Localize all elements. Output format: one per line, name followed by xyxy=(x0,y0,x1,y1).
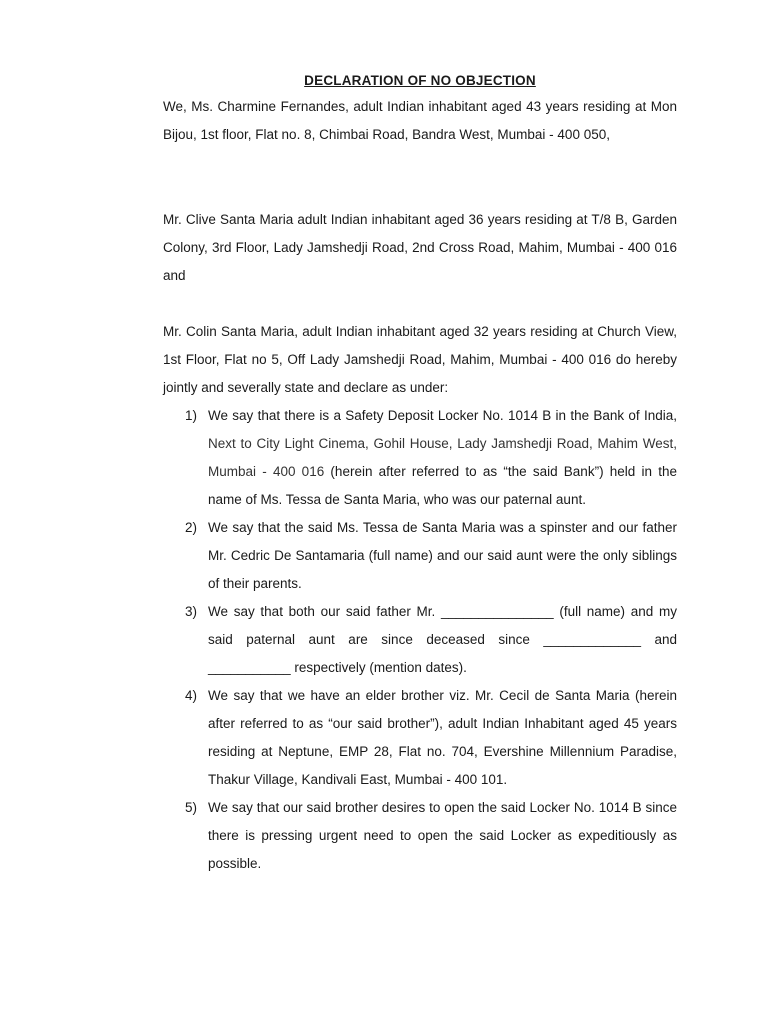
paragraph-declarant-1: We, Ms. Charmine Fernandes, adult Indian inhabitant aged 43 years residing at Mon Bijou, 1st floor, Flat no. 8, Chimbai Road, Bandra West, Mumbai - 400 050, xyxy=(163,99,677,142)
list-item-text: We say that both our said father Mr. _______________ (full name) and my said paternal aunt are since deceased since _____________ and ___________ respectively (mention dates). xyxy=(208,604,677,675)
list-item-3 xyxy=(163,598,677,682)
list-item-number: 4) xyxy=(185,688,198,703)
list-item-2 xyxy=(163,514,677,598)
list-item-number: 5) xyxy=(185,800,198,815)
list-item-text: We say that we have an elder brother viz. Mr. Cecil de Santa Maria (herein after referred to as “our said brother”), adult Indian Inhabitant aged 45 years residing at Neptune, EMP 28, Flat no. 704, Evershine Millennium Paradise, Thakur Village, Kandivali East, Mumbai - 400 101. xyxy=(208,688,677,787)
list-item-text: We say that the said Ms. Tessa de Santa Maria was a spinster and our father Mr. Cedric De Santamaria (full name) and our said aunt were the only siblings of their parents. xyxy=(208,520,677,591)
declaration-list xyxy=(163,402,677,878)
list-item-text: (herein after referred to as “the said Bank”) held in the name of Ms. Tessa de Santa Maria, who was our paternal aunt. xyxy=(208,464,678,507)
list-item-number: 3) xyxy=(185,604,198,619)
list-item-number: 1) xyxy=(185,408,198,423)
list-item-text: We say that our said brother desires to open the said Locker No. 1014 B since there is pressing urgent need to open the said Locker as expeditiously as possible. xyxy=(208,800,677,871)
paragraph-declarant-3: Mr. Colin Santa Maria, adult Indian inhabitant aged 32 years residing at Church View, 1st Floor, Flat no 5, Off Lady Jamshedji Road, Mahim, Mumbai - 400 016 do hereby jointly and severally state and declare as under: xyxy=(163,324,677,395)
list-item-4 xyxy=(163,682,677,794)
paragraph-declarant-2: Mr. Clive Santa Maria adult Indian inhabitant aged 36 years residing at T/8 B, Garden Colony, 3rd Floor, Lady Jamshedji Road, 2nd Cross Road, Mahim, Mumbai - 400 016 and xyxy=(163,212,677,283)
list-item-1 xyxy=(163,402,677,514)
bank-address: Next to City Light Cinema, Gohil House, Lady Jamshedji Road, Mahim West, Mumbai - 400 016 xyxy=(208,436,677,479)
list-item-number: 2) xyxy=(185,520,198,535)
document-title: DECLARATION OF NO OBJECTION xyxy=(304,73,536,88)
list-item-5 xyxy=(163,794,677,878)
list-item-text: We say that there is a Safety Deposit Locker No. 1014 B in the Bank of India, xyxy=(208,408,677,423)
